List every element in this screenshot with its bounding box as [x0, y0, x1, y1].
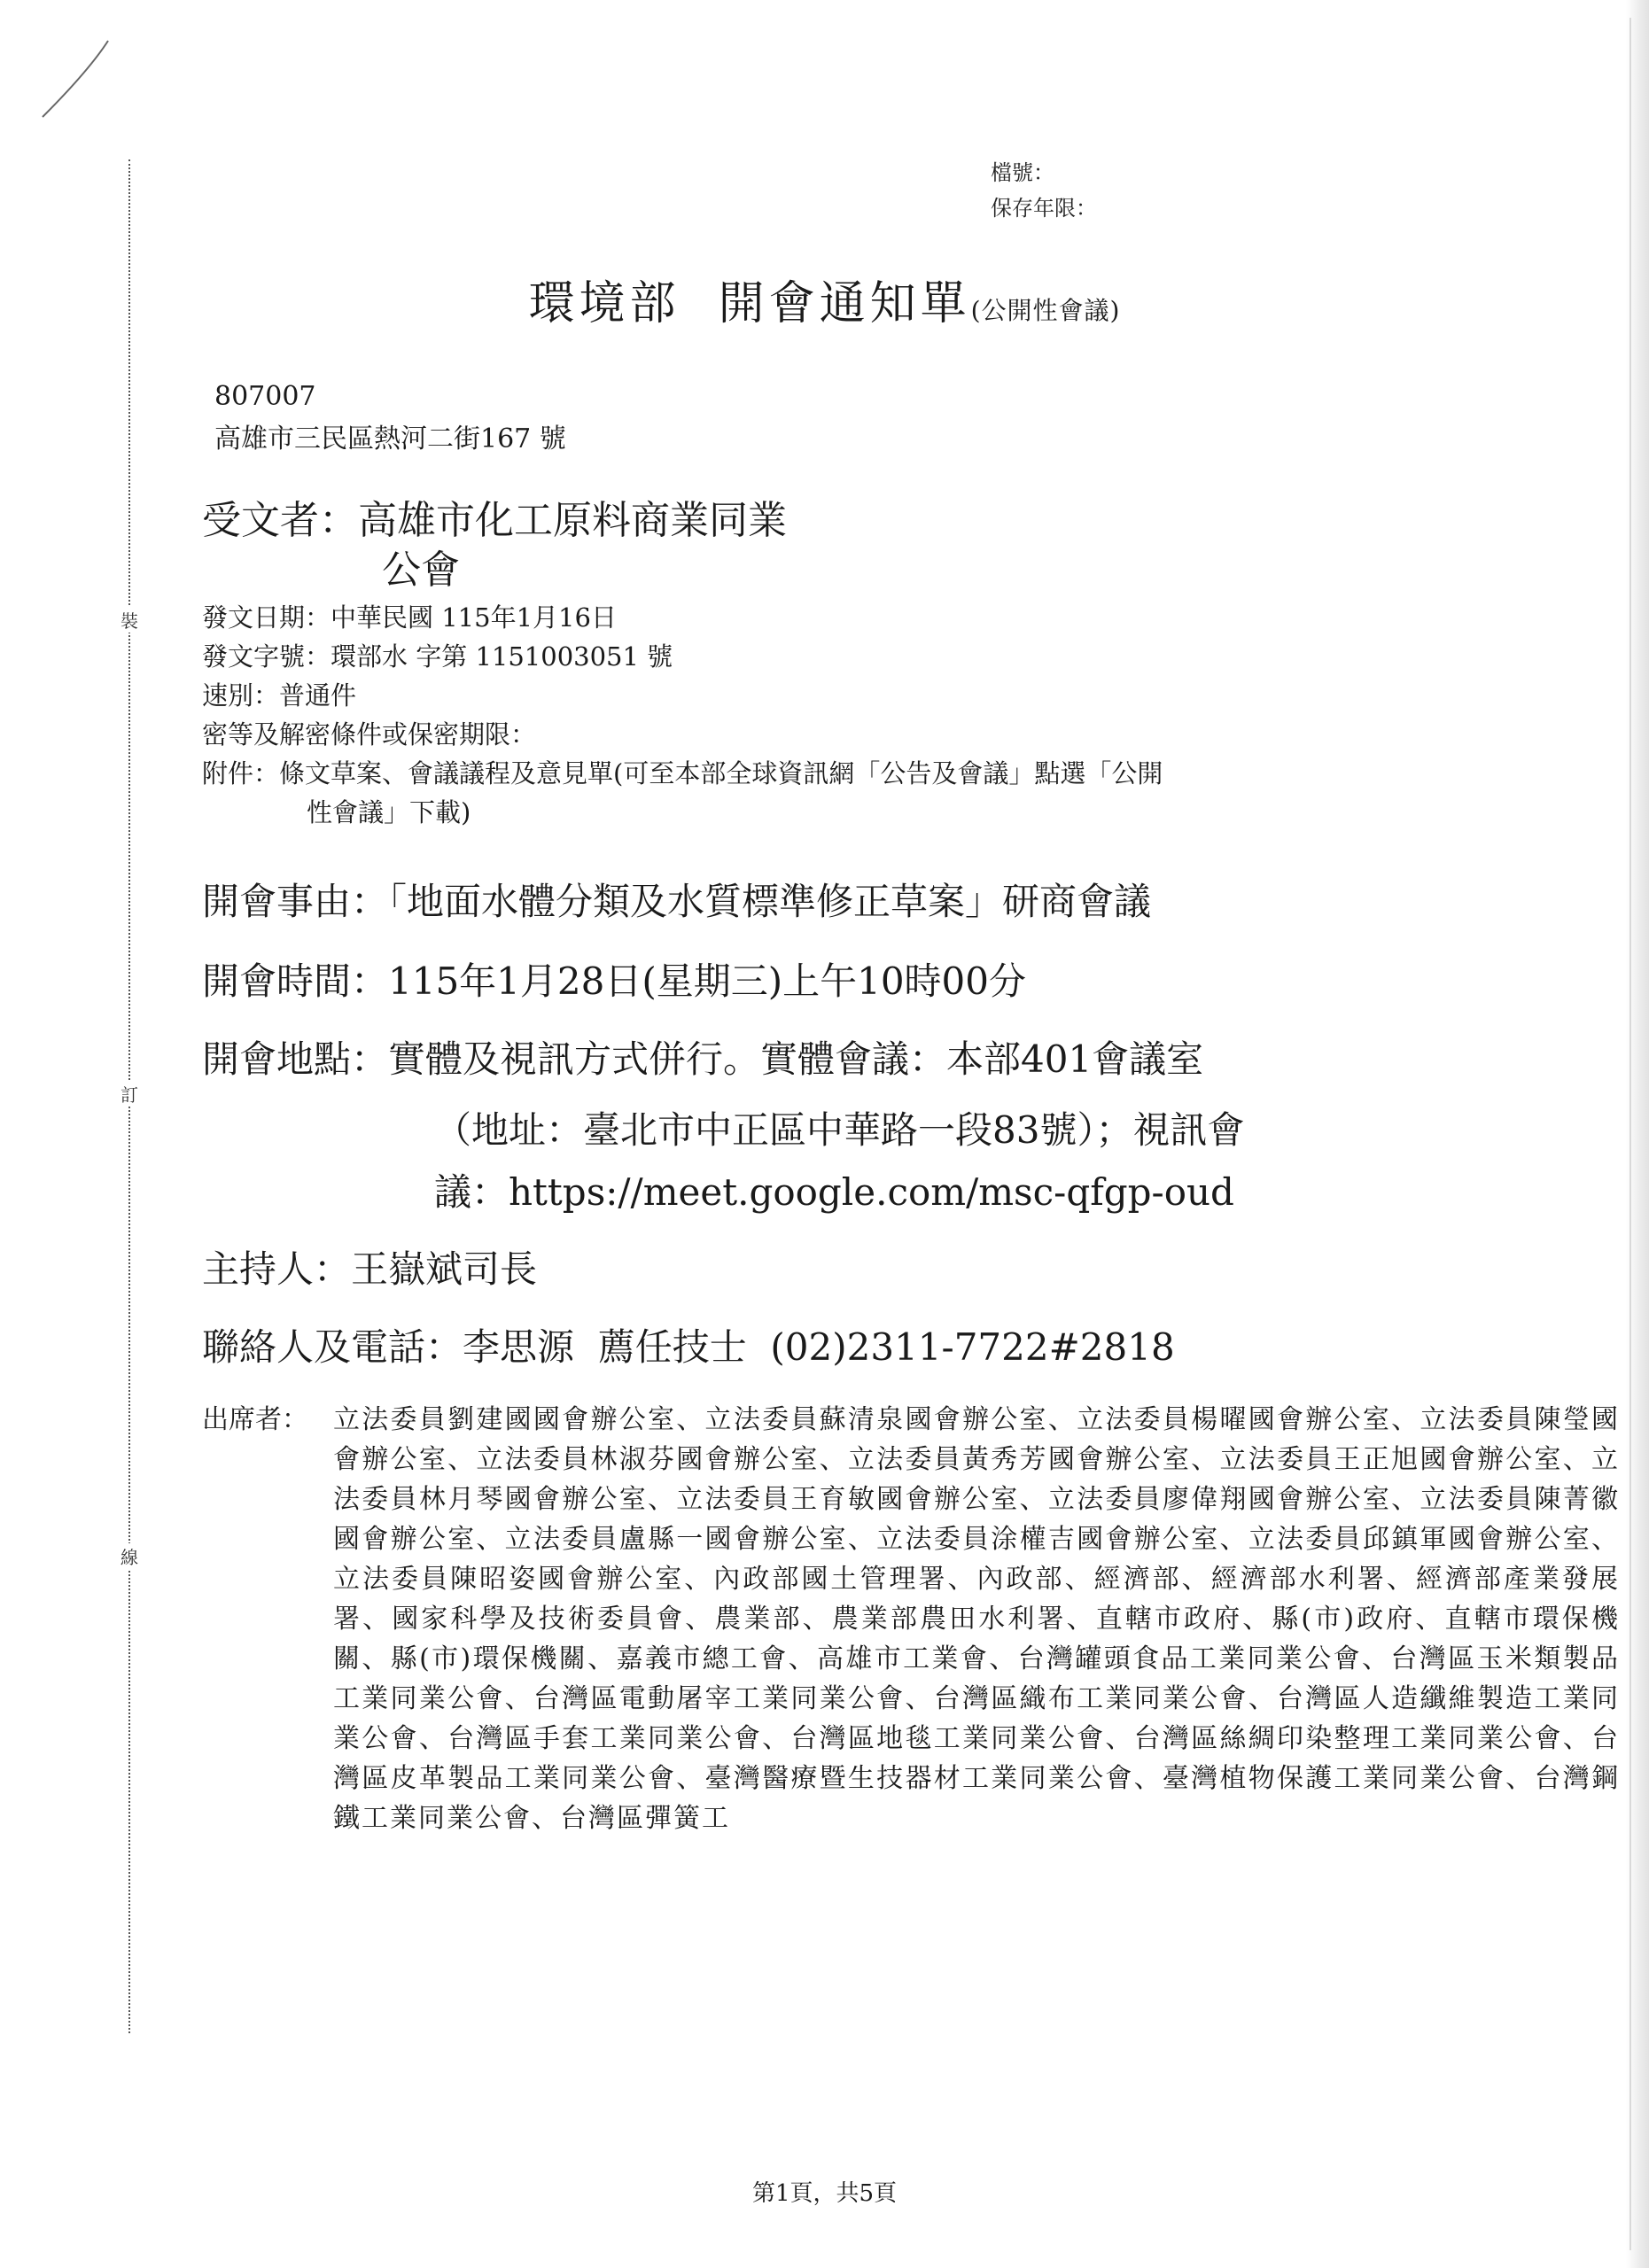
attendees-list: 立法委員劉建國國會辦公室、立法委員蘇清泉國會辦公室、立法委員楊曜國會辦公室、立法委員陳瑩國會辦公室、立法委員林淑芬國會辦公室、立法委員黃秀芳國會辦公室、立法委員王正旭國會辦公室、立法委員林月琴國會辦公室、立法委員王育敏國會辦公室、立法委員廖偉翔國會辦公室、立法委員陳菁徽國會辦公室、立法委員盧縣一國會辦公室、立法委員涂權吉國會辦公室、立法委員邱鎮軍國會辦公室、立法委員陳昭姿國會辦公室、內政部國土管理署、內政部、經濟部、經濟部水利署、經濟部產業發展署、國家科學及技術委員會、農業部、農業部農田水利署、直轄市政府、縣(市)政府、直轄市環保機關、縣(市)環保機關、嘉義市總工會、高雄市工業會、台灣罐頭食品工業同業公會、台灣區玉米類製品工業同業公會、台灣區電動屠宰工業同業公會、台灣區織布工業同業公會、台灣區人造纖維製造工業同業公會、台灣區手套工業同業公會、台灣區地毯工業同業公會、台灣區絲綢印染整理工業同業公會、台灣區皮革製品工業同業公會、臺灣醫療暨生技器材工業同業公會、臺灣植物保護工業同業公會、台灣鋼鐵工業同業公會、台灣區彈簧工	[333, 1404, 1620, 1834]
binding-mark-zhuang: 裝	[121, 607, 138, 633]
security-label: 密等及解密條件或保密期限：	[202, 719, 537, 750]
meeting-chair-label: 主持人：	[202, 1247, 352, 1291]
meeting-location-line2: （地址：臺北市中正區中華路一段83號）；視訊會	[434, 1108, 1245, 1152]
meeting-location-label: 開會地點：	[202, 1037, 389, 1081]
attendees-label: 出席者：	[202, 1404, 308, 1435]
title-main: 環境部 開會通知單	[528, 277, 971, 330]
meeting-location-line3: 議：https://meet.google.com/msc-qfgp-oud	[434, 1170, 1234, 1214]
meeting-time-label: 開會時間：	[202, 959, 389, 1003]
document-title	[0, 266, 1649, 332]
binding-mark-xian: 線	[121, 1543, 138, 1569]
issue-number-label: 發文字號：	[202, 641, 331, 672]
file-meta	[991, 155, 1097, 226]
issue-date-label: 發文日期：	[202, 602, 331, 633]
binding-mark-ding: 訂	[121, 1081, 138, 1107]
retention-label: 保存年限：	[991, 196, 1097, 221]
attachment-label: 附件：	[202, 758, 280, 788]
meeting-contact-label: 聯絡人及電話：	[202, 1325, 463, 1369]
meeting-location	[202, 1030, 1203, 1084]
file-number-label: 檔號：	[991, 160, 1054, 185]
meeting-subject-value: 「地面水體分類及水質標準修正草案」研商會議	[388, 880, 1152, 923]
meeting-chair	[202, 1240, 537, 1293]
recipient-name-line1: 高雄市化工原料商業同業	[358, 498, 787, 543]
meeting-subject-label: 開會事由：	[202, 880, 389, 923]
speed-value: 普通件	[279, 680, 357, 711]
attachment-line2: 性會議」下載)	[307, 797, 471, 827]
title-sub: (公開性會議)	[970, 296, 1121, 325]
recipient-label: 受文者：	[202, 498, 358, 543]
meeting-time	[202, 952, 1026, 1006]
meeting-chair-value: 王嶽斌司長	[351, 1247, 538, 1291]
sender-address: 高雄市三民區熱河二街167 號	[214, 423, 566, 454]
pen-stroke-mark	[35, 35, 115, 124]
meeting-contact	[202, 1318, 1175, 1371]
meeting-contact-value: 李思源 薦任技士 (02)2311-7722#2818	[463, 1325, 1175, 1369]
scan-edge-line	[1630, 18, 1631, 2250]
attachment-line1: 條文草案、會議議程及意見單(可至本部全球資訊網「公告及會議」點選「公開	[279, 758, 1163, 788]
recipient-name-line2: 公會	[382, 548, 460, 593]
issue-date-value: 中華民國 115年1月16日	[331, 602, 617, 633]
speed-label: 速別：	[202, 680, 280, 711]
recipient-block	[202, 496, 787, 595]
document-meta	[202, 598, 1163, 832]
page-number: 第1頁，共5頁	[751, 2180, 898, 2207]
issue-number-value: 環部水 字第 1151003051 號	[331, 641, 673, 672]
sender-postcode: 807007	[214, 381, 316, 412]
meeting-time-value: 115年1月28日(星期三)上午10時00分	[388, 959, 1027, 1003]
meeting-subject	[202, 873, 1151, 926]
meeting-location-line1: 實體及視訊方式併行。實體會議：本部401會議室	[388, 1037, 1204, 1081]
